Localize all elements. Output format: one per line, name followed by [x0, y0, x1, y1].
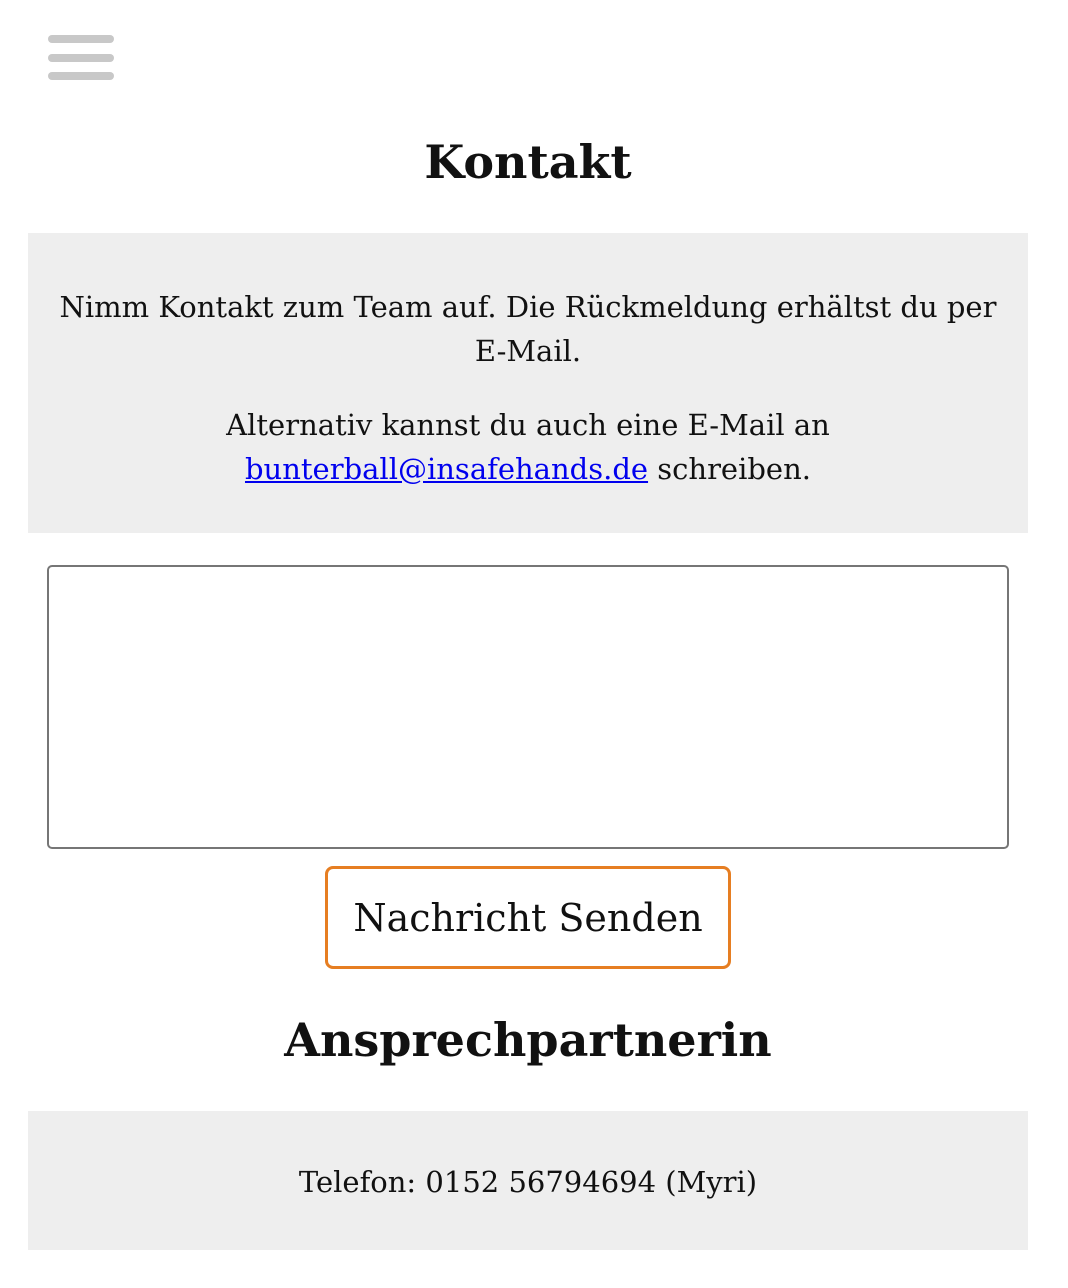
- contact-box: [28, 1111, 1028, 1250]
- alternative-email-suffix: schreiben.: [657, 452, 811, 486]
- contact-section-title: Ansprechpartnerin: [284, 1013, 772, 1067]
- alternative-email-prefix: Alternativ kannst du auch eine E-Mail an: [226, 408, 830, 442]
- menu-bar-top: [48, 35, 114, 43]
- phone-text: Telefon: 0152 56794694 (Myri): [298, 1165, 758, 1199]
- menu-bar-middle: [48, 54, 114, 62]
- email-link[interactable]: bunterball@insafehands.de: [244, 452, 649, 486]
- send-message-button[interactable]: Nachricht Senden: [325, 866, 731, 969]
- intro-text: Nimm Kontakt zum Team auf. Die Rückmeldung erhältst du per E-Mail.: [59, 290, 997, 368]
- message-textarea[interactable]: [47, 565, 1009, 849]
- menu-bar-bottom: [48, 72, 114, 80]
- page-title: Kontakt: [424, 135, 632, 189]
- alternative-email-text: [40, 403, 1016, 491]
- hamburger-menu-icon[interactable]: [48, 35, 114, 81]
- intro-box: [28, 233, 1028, 533]
